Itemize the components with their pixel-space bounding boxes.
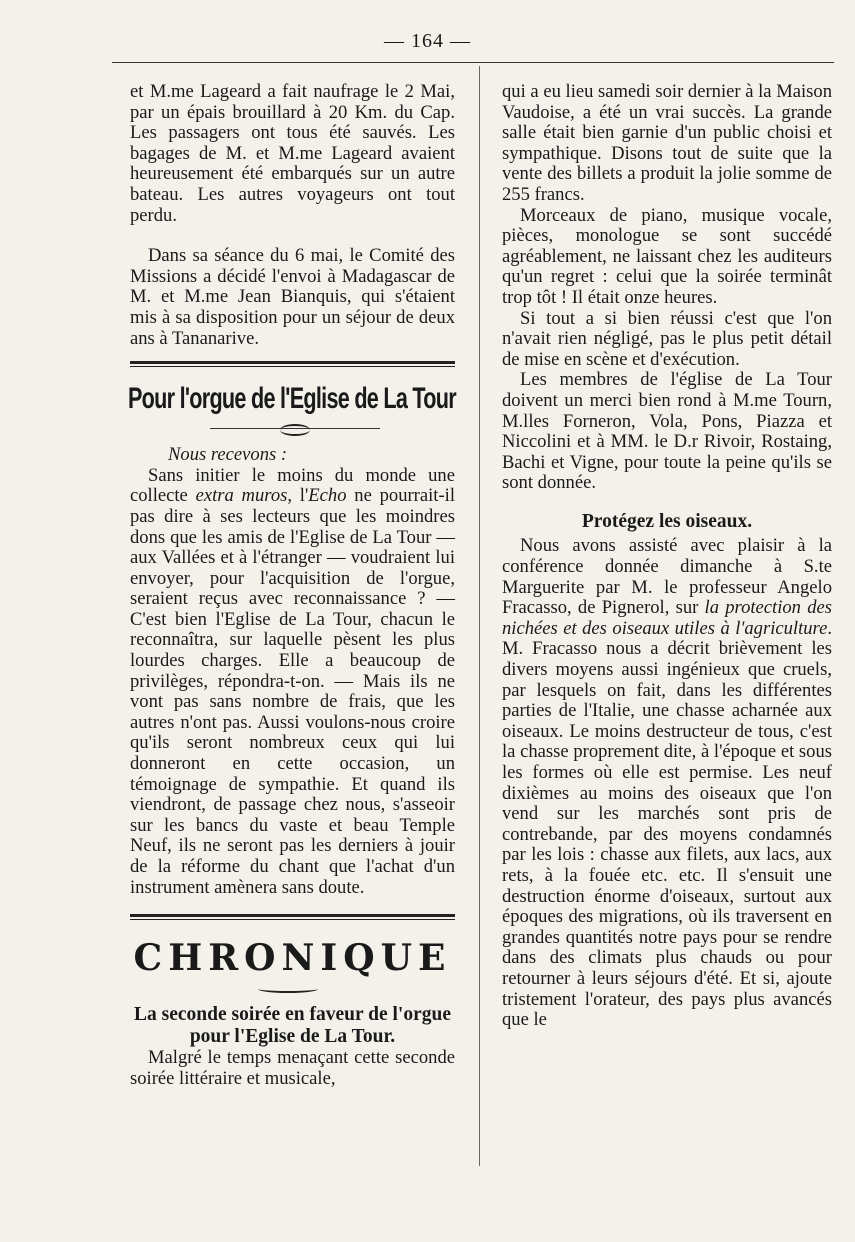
header-rule [112, 62, 834, 63]
shipwreck-paragraph: et M.me Lageard a fait naufrage le 2 Mai, par un épais brouillard à 20 Km. du Cap. Les passagers ont tous été sauvés. Les bagages de M. et M.me Lageard avaient heureusement été embarqués sur un autre bateau. Les autres voyageurs ont tout perdu. [130, 81, 455, 226]
soiree-paragraph-continued: qui a eu lieu samedi soir dernier à la Maison Vaudoise, a été un vrai succès. La grande salle était bien garnie d'un public choisi et sympathique. Disons tout de suite que la vente des billets a produit la jolie somme de 255 francs. [502, 81, 832, 205]
organ-article-body: Sans initier le moins du monde une collecte extra muros, l'Echo ne pourrait-il pas dire à ses lecteurs que les moindres dons que les amis de l'Eglise de La Tour — aux Vallées et à l'étranger — voudraient lui envoyer, pour l'acquisition de l'orgue, seraient reçus avec reconnaissance ? — C'est bien l'Eglise de La Tour, chacun le reconnaîtra, sur laquelle pèsent les plus lourdes charges. Elle a beaucoup de privilèges, répondra-t-on. — Mais ils ne vont pas sans nombre de frais, que les autres n'ont pas. Aussi voulons-nous croire qu'ils seront nombreux ceux qui lui donneront en cette occasion, un témoignage de sympathie. Et quand ils viendront, de passage chez nous, s'asseoir sur les bancs du vaste et beau Temple Neuf, ils ne seront pas les derniers à jouir de la réforme du chant que l'achat d'un instrument amènera sans doute. [130, 464, 455, 898]
birds-paragraph: Nous avons assisté avec plaisir à la conférence donnée dimanche à S.te Marguerite par M. le professeur Angelo Fracasso, de Pignerol, sur la protection des nichées et des oiseaux utiles à l'agriculture. M. Fracasso nous a décrit brièvement les divers moyens aussi ingénieux que cruels, par lesquels on fait, dans les différentes parties de l'Italie, une chasse acharnée aux oiseaux. Le moins destructeur de tous, c'est la chasse proprement dite, à l'époque et sous les formes où elle est permise. Les neuf dixièmes au moins des oiseaux que l'on vend sur les marchés sont pris de contrebande, par des moyens condamnés par les lois : chasse aux filets, aux lacs, aux rets, à la fouée etc. etc. Il s'ensuit une destruction énorme d'oiseaux, surtout aux époques des migrations, où ils traversent en grandes quantités notre pays pour se rendre dans des climats plus chauds ou pour retourner à leurs séjours d'été. Et si, ajoute tristement l'orateur, des pays plus avancés que le [502, 535, 832, 1031]
left-column [130, 82, 455, 1089]
birds-heading: Protégez les oiseaux. [581, 510, 753, 532]
page-number: — 164 — [384, 30, 471, 52]
section-rule [130, 361, 455, 367]
soiree-paragraph-start: Malgré le temps menaçant cette seconde soirée littéraire et musicale, [130, 1047, 455, 1089]
nous-recevons-label: Nous recevons : [168, 444, 288, 466]
chronique-title: CHRONIQUE [133, 937, 452, 980]
title-ornament [130, 423, 455, 435]
chronique-ornament [130, 982, 455, 996]
thanks-paragraph: Les membres de l'église de La Tour doivent un merci bien rond à M.me Tourn, M.lles Forneron, Vola, Pons, Piazza et Niccolini et à MM. le D.r Rivoir, Rostaing, Bachi et Vigne, pour toute la peine qu'ils se sont donnée. [502, 369, 832, 494]
column-divider [479, 66, 480, 1166]
right-column [502, 82, 832, 1031]
soiree-heading: La seconde soirée en faveur de l'orgue pour l'Eglise de La Tour. [133, 1004, 451, 1048]
success-paragraph: Si tout a si bien réussi c'est que l'on n'avait rien négligé, pas le plus petit détail de mise en scène et d'exécution. [502, 307, 832, 370]
chronique-rule [130, 914, 455, 920]
organ-article-title: Pour l'orgue de l'Eglise de La Tour [128, 382, 456, 416]
missions-paragraph: Dans sa séance du 6 mai, le Comité des Missions a décidé l'envoi à Madagascar de M. et M.me Jean Bianquis, qui s'étaient mis à sa disposition pour un séjour de deux ans à Tananarive. [130, 245, 455, 349]
program-paragraph: Morceaux de piano, musique vocale, pièces, monologue se sont succédé agréablement, ne laissant chez les auditeurs qu'un regret : celui que la soirée terminât trop tôt ! Il était onze heures. [502, 204, 832, 308]
